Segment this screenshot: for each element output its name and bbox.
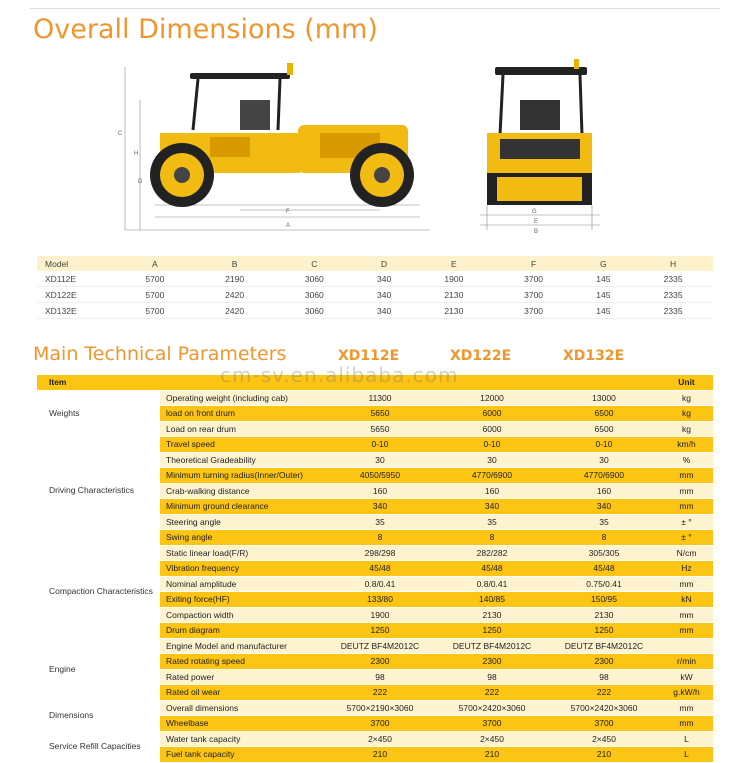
param-name: Rated power <box>159 669 324 685</box>
param-value: DEUTZ BF4M2012C <box>324 638 436 654</box>
param-value: 282/282 <box>436 545 548 561</box>
param-value: 160 <box>436 483 548 499</box>
param-value: 5700×2420×3060 <box>548 700 660 716</box>
param-value: 3700 <box>548 716 660 732</box>
param-unit: r/min <box>660 654 713 670</box>
param-value: DEUTZ BF4M2012C <box>548 638 660 654</box>
dims-row <box>37 287 713 303</box>
dims-cell: 2335 <box>633 303 713 319</box>
dims-cell: 145 <box>573 271 633 287</box>
param-name: Overall dimensions <box>159 700 324 716</box>
param-value: 30 <box>324 452 436 468</box>
dims-cell: F <box>494 256 574 271</box>
dims-cell: 3700 <box>494 287 574 303</box>
param-unit: mm <box>660 483 713 499</box>
param-name: Rated oil wear <box>159 685 324 701</box>
param-value: 2×450 <box>548 731 660 747</box>
param-group-label: Service Refill Capacities <box>37 731 159 762</box>
dims-cell: A <box>115 256 195 271</box>
roller-drawings <box>0 55 750 245</box>
dimensions-table <box>37 256 713 319</box>
section-title-parameters: Main Technical Parameters <box>33 343 287 365</box>
param-value: 5700×2420×3060 <box>436 700 548 716</box>
param-group-label: Weights <box>37 390 159 437</box>
dim-label-d: D <box>138 179 143 185</box>
side-roller <box>150 63 414 207</box>
param-value: 0-10 <box>548 437 660 453</box>
param-value: DEUTZ BF4M2012C <box>436 638 548 654</box>
dims-cell: 3060 <box>274 287 354 303</box>
dims-cell: E <box>414 256 494 271</box>
param-value: 210 <box>324 747 436 763</box>
dims-cell: 340 <box>354 303 414 319</box>
dims-cell: 145 <box>573 287 633 303</box>
item-header: Item <box>37 375 159 390</box>
dim-label-b: B <box>534 229 539 235</box>
param-value: 1900 <box>324 607 436 623</box>
param-value: 2300 <box>324 654 436 670</box>
param-unit: mm <box>660 607 713 623</box>
param-name: Vibration frequency <box>159 561 324 577</box>
dims-cell: B <box>195 256 275 271</box>
param-name: Theoretical Gradeability <box>159 452 324 468</box>
model-heading-2: XD122E <box>450 348 512 364</box>
section-title-dimensions: Overall Dimensions (mm) <box>33 14 378 45</box>
param-value: 150/95 <box>548 592 660 608</box>
param-name: Exiting force(HF) <box>159 592 324 608</box>
param-unit: mm <box>660 468 713 484</box>
dims-cell: 2130 <box>414 303 494 319</box>
dims-cell: C <box>274 256 354 271</box>
param-row <box>37 638 713 654</box>
param-value: 5650 <box>324 406 436 422</box>
param-value: 2130 <box>548 607 660 623</box>
dim-label-c: C <box>118 131 123 137</box>
dims-cell: 3700 <box>494 271 574 287</box>
param-value: 340 <box>436 499 548 515</box>
dims-row <box>37 303 713 319</box>
param-value: 98 <box>548 669 660 685</box>
model-heading-3: XD132E <box>563 348 625 364</box>
param-value: 8 <box>436 530 548 546</box>
param-value: 0.8/0.41 <box>436 576 548 592</box>
param-name: Minimum turning radius(Inner/Outer) <box>159 468 324 484</box>
unit-header: Unit <box>660 375 713 390</box>
param-value: 340 <box>324 499 436 515</box>
param-value: 30 <box>548 452 660 468</box>
param-name: Wheelbase <box>159 716 324 732</box>
param-unit: mm <box>660 623 713 639</box>
param-name: Operating weight (including cab) <box>159 390 324 406</box>
param-unit <box>660 638 713 654</box>
dim-label-e: E <box>534 219 539 225</box>
param-value: 0-10 <box>436 437 548 453</box>
param-value: 340 <box>548 499 660 515</box>
dims-cell: 1900 <box>414 271 494 287</box>
dims-cell: 2335 <box>633 271 713 287</box>
technical-parameters-table <box>37 375 713 763</box>
param-value: 222 <box>548 685 660 701</box>
param-unit: % <box>660 452 713 468</box>
param-unit: kN <box>660 592 713 608</box>
param-name: Fuel tank capacity <box>159 747 324 763</box>
dims-cell: 3060 <box>274 303 354 319</box>
param-value: 2300 <box>436 654 548 670</box>
param-value: 3700 <box>436 716 548 732</box>
param-unit: Hz <box>660 561 713 577</box>
param-value: 210 <box>548 747 660 763</box>
param-value: 2×450 <box>324 731 436 747</box>
param-unit: ± ° <box>660 530 713 546</box>
dims-cell: XD122E <box>37 287 115 303</box>
param-unit: mm <box>660 499 713 515</box>
param-row <box>37 731 713 747</box>
param-value: 140/85 <box>436 592 548 608</box>
param-value: 8 <box>548 530 660 546</box>
param-value: 160 <box>548 483 660 499</box>
param-row <box>37 437 713 453</box>
dims-cell: Model <box>37 256 115 271</box>
dims-cell: H <box>633 256 713 271</box>
param-group-label: Compaction Characteristics <box>37 545 159 638</box>
param-unit: kg <box>660 390 713 406</box>
param-value: 45/48 <box>436 561 548 577</box>
param-unit: mm <box>660 716 713 732</box>
param-value: 1250 <box>324 623 436 639</box>
param-value: 4050/5950 <box>324 468 436 484</box>
param-value: 6000 <box>436 406 548 422</box>
param-value: 1250 <box>436 623 548 639</box>
param-value: 13000 <box>548 390 660 406</box>
dims-cell: 5700 <box>115 303 195 319</box>
dims-cell: G <box>573 256 633 271</box>
param-unit: mm <box>660 576 713 592</box>
param-value: 210 <box>436 747 548 763</box>
param-unit: L <box>660 731 713 747</box>
front-view-drawing <box>480 59 600 230</box>
param-name: Drum diagram <box>159 623 324 639</box>
param-value: 12000 <box>436 390 548 406</box>
param-name: Rated rotating speed <box>159 654 324 670</box>
dim-label-g: G <box>532 209 537 215</box>
param-row <box>37 700 713 716</box>
param-name: Water tank capacity <box>159 731 324 747</box>
dims-header-row <box>37 256 713 271</box>
param-value: 6500 <box>548 421 660 437</box>
param-name: Minimum ground clearance <box>159 499 324 515</box>
dim-label-h: H <box>134 151 139 157</box>
param-value: 98 <box>324 669 436 685</box>
param-unit: N/cm <box>660 545 713 561</box>
param-name: Compaction width <box>159 607 324 623</box>
param-value: 133/80 <box>324 592 436 608</box>
param-value: 8 <box>324 530 436 546</box>
dim-label-f: F <box>286 209 290 215</box>
param-value: 298/298 <box>324 545 436 561</box>
dim-label-a: A <box>286 223 291 229</box>
dims-cell: 340 <box>354 287 414 303</box>
param-group-label: Driving Characteristics <box>37 437 159 546</box>
param-value: 6500 <box>548 406 660 422</box>
model-heading-1: XD112E <box>338 348 400 364</box>
dims-cell: 2130 <box>414 287 494 303</box>
dims-cell: 340 <box>354 271 414 287</box>
param-value: 4770/6900 <box>436 468 548 484</box>
param-unit: ± ° <box>660 514 713 530</box>
dims-cell: 2420 <box>195 287 275 303</box>
param-row <box>37 390 713 406</box>
param-name: Steering angle <box>159 514 324 530</box>
dims-cell: 3700 <box>494 303 574 319</box>
param-name: Travel speed <box>159 437 324 453</box>
param-value: 305/305 <box>548 545 660 561</box>
dims-cell: XD112E <box>37 271 115 287</box>
param-value: 6000 <box>436 421 548 437</box>
params-header-row <box>37 375 713 390</box>
dims-cell: 2335 <box>633 287 713 303</box>
param-value: 5650 <box>324 421 436 437</box>
param-value: 45/48 <box>548 561 660 577</box>
dims-row <box>37 271 713 287</box>
param-name: Static linear load(F/R) <box>159 545 324 561</box>
param-name: Crab-walking distance <box>159 483 324 499</box>
param-unit: mm <box>660 700 713 716</box>
param-value: 35 <box>324 514 436 530</box>
param-unit: km/h <box>660 437 713 453</box>
param-value: 0-10 <box>324 437 436 453</box>
param-value: 30 <box>436 452 548 468</box>
param-value: 5700×2190×3060 <box>324 700 436 716</box>
param-row <box>37 545 713 561</box>
dims-cell: 145 <box>573 303 633 319</box>
dims-cell: 5700 <box>115 271 195 287</box>
param-value: 35 <box>548 514 660 530</box>
param-value: 0.8/0.41 <box>324 576 436 592</box>
param-unit: g.kW/h <box>660 685 713 701</box>
param-unit: kg <box>660 406 713 422</box>
param-value: 2×450 <box>436 731 548 747</box>
dims-cell: D <box>354 256 414 271</box>
param-name: Swing angle <box>159 530 324 546</box>
top-rule <box>30 8 720 9</box>
dims-cell: 2190 <box>195 271 275 287</box>
param-value: 35 <box>436 514 548 530</box>
param-unit: L <box>660 747 713 763</box>
param-value: 222 <box>436 685 548 701</box>
param-value: 2130 <box>436 607 548 623</box>
param-value: 2300 <box>548 654 660 670</box>
param-value: 11300 <box>324 390 436 406</box>
param-unit: kg <box>660 421 713 437</box>
param-value: 0.75/0.41 <box>548 576 660 592</box>
watermark: cm-sv.en.alibaba.com <box>220 363 459 387</box>
param-value: 98 <box>436 669 548 685</box>
param-group-label: Dimensions <box>37 700 159 731</box>
param-value: 3700 <box>324 716 436 732</box>
dims-cell: 3060 <box>274 271 354 287</box>
param-name: Engine Model and manufacturer <box>159 638 324 654</box>
param-unit: kW <box>660 669 713 685</box>
param-name: load on front drum <box>159 406 324 422</box>
param-value: 45/48 <box>324 561 436 577</box>
dims-cell: 5700 <box>115 287 195 303</box>
param-name: Nominal amplitude <box>159 576 324 592</box>
param-value: 222 <box>324 685 436 701</box>
param-value: 1250 <box>548 623 660 639</box>
param-group-label: Engine <box>37 638 159 700</box>
param-name: Load on rear drum <box>159 421 324 437</box>
param-value: 160 <box>324 483 436 499</box>
dims-cell: XD132E <box>37 303 115 319</box>
param-value: 4770/6900 <box>548 468 660 484</box>
dims-cell: 2420 <box>195 303 275 319</box>
